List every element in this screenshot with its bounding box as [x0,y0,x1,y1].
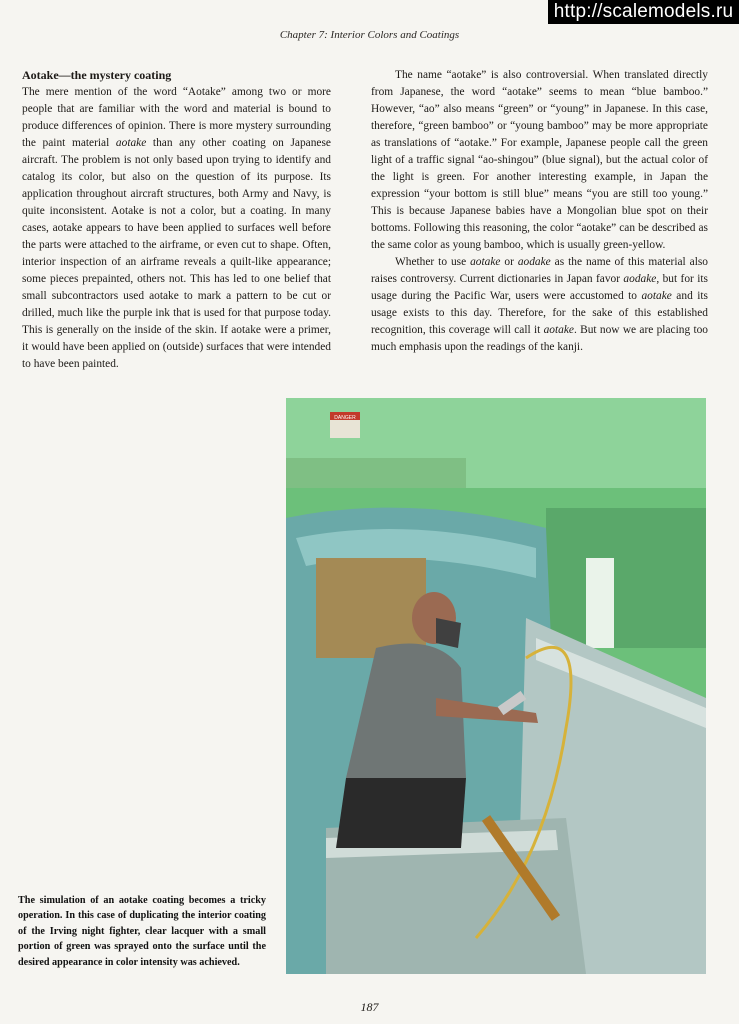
right-column [371,67,708,356]
section-heading: Aotake—the mystery coating [22,68,172,82]
danger-sign-text: DANGER [334,415,356,421]
page-number: 187 [360,1000,379,1014]
running-head: Chapter 7: Interior Colors and Coatings [279,29,460,41]
right-paragraph-2: Whether to use aotake or aodake as the name of this material also raises controversy. Current dictionaries in Japan favor aodake, but for its usage during the Pacific War, users were accustomed to aotake and its usage exists to this day. Therefore, for the sake of this established recognition, this coverage will call it aotake. But now we are placing too much emphasis upon the readings of the kanji. [371,256,709,353]
photo-caption: The simulation of an aotake coating becomes a tricky operation. In this case of duplicating the interior coating of the Irving night fighter, clear lacquer with a small portion of green was sprayed onto the surface until the desired appearance in color intensity was achieved. [18,895,266,968]
right-paragraph-1: The name “aotake” is also controversial. When translated directly from Japanese, the word “aotake” seems to mean “blue bamboo.” However, “ao” also means “green” or “young” in Japanese. In this case, therefore, “green bamboo” or “young bamboo” may be more appropriate as translations of “aotake.” For example, Japanese people call the green light of a traffic signal “ao-shingou” (blue signal), but the actual color of the light is green. For another interesting example, in Japan the expression “your bottom is still blue” means “you are still too young.” This is because Japanese babies have a Mongolian blue spot on their bottoms. Following this reasoning, the color “aotake” can be described as the same color as young bamboo, which is usually green-yellow. [371,69,708,251]
workshop-photo-illustration [286,398,706,974]
workshop-photo [286,398,706,974]
left-column [22,67,331,373]
left-paragraph-1: The mere mention of the word “Aotake” among two or more people that are familiar with the word and material is bound to produce differences of opinion. There is more mystery surrounding the paint material aotake than any other coating on Japanese aircraft. The problem is not only based upon trying to identify and catalog its color, but also on the question of its purpose. Its application throughout aircraft structures, both Army and Navy, is quite inconsistent. Aotake is not a color, but a coating. In many cases, aotake appears to have been applied to surfaces well before the parts were attached to the airframe, or even cut to shape. Often, interior inspection of an airframe reveals a quilt-like appearance; some pieces prepainted, others not. This has led to one belief that small subcontractors used aotake to mark a pattern to be cut or drilled, much like the purple ink that is used for that purpose today. This is generally on the inside of the skin. If aotake were a primer, it would have been applied on (outside) surfaces that were intended to have been painted. [22,86,331,370]
watermark: http://scalemodels.ru [548,0,739,24]
